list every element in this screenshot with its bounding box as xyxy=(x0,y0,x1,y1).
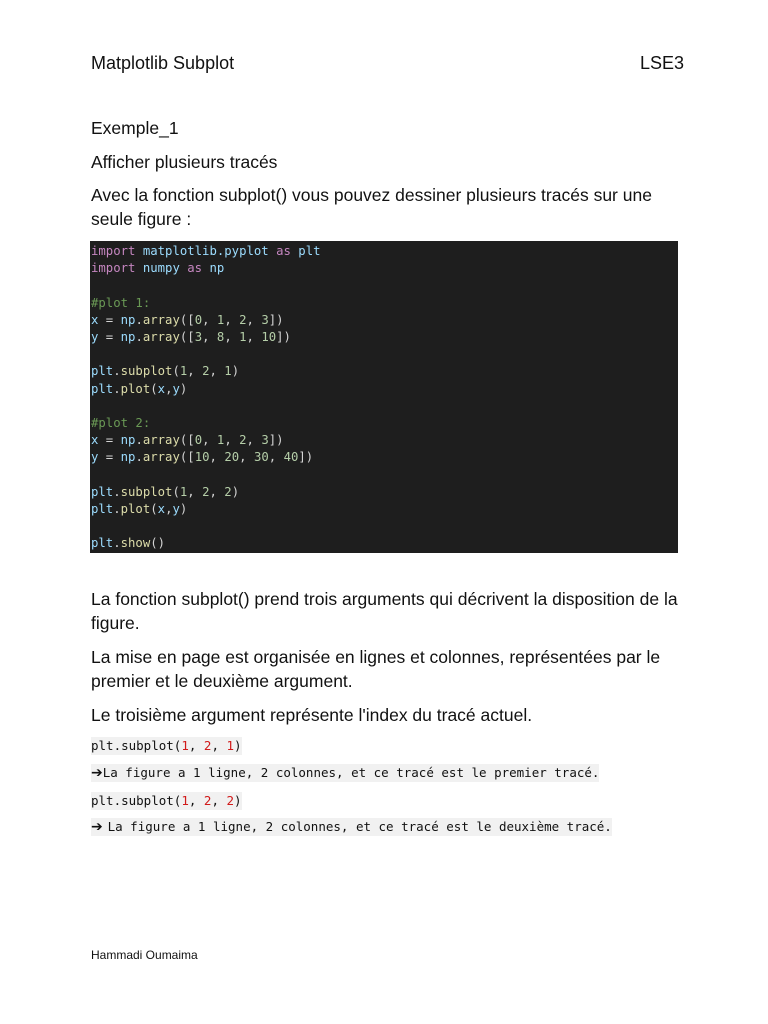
code-token: subplot xyxy=(120,484,173,499)
paragraph-layout: La mise en page est organisée en lignes et colonnes, représentées par le premier et le deuxième argument. xyxy=(91,647,661,691)
code-line xyxy=(91,243,678,260)
code-token: 1 xyxy=(216,433,225,448)
code-token: np xyxy=(202,261,225,276)
code-token: x xyxy=(91,433,99,448)
code-token: 2 xyxy=(202,364,210,379)
code-token: ( xyxy=(150,501,158,516)
code-token: . xyxy=(135,329,143,344)
code-token: np xyxy=(120,450,136,465)
code-token: plt xyxy=(290,244,321,258)
code-token: subplot xyxy=(120,364,173,379)
code-token: array xyxy=(142,312,180,327)
paragraph-index: Le troisième argument représente l'index du tracé actuel. xyxy=(91,705,533,725)
argument-separator: , xyxy=(188,793,204,808)
code-line xyxy=(91,381,678,398)
code-token: import xyxy=(91,261,136,276)
right-arrow-icon: ➔ xyxy=(91,765,103,781)
code-token: ]) xyxy=(268,312,284,327)
code-token: ( xyxy=(172,484,180,499)
code-token: , xyxy=(209,484,225,499)
code-token: 2 xyxy=(224,484,232,499)
code-line xyxy=(91,363,678,380)
code-token: plt xyxy=(91,484,114,499)
code-token: ]) xyxy=(298,450,314,465)
header-class-label: LSE3 xyxy=(640,53,685,73)
paragraph-arguments: La fonction subplot() prend trois arguments qui décrivent la disposition de la figure. xyxy=(91,589,678,633)
right-arrow-icon: ➔ xyxy=(91,819,108,835)
code-token: 3 xyxy=(194,329,203,344)
code-token: . xyxy=(113,364,121,379)
code-token: . xyxy=(113,484,121,499)
call-prefix: plt.subplot( xyxy=(91,793,182,808)
code-line xyxy=(91,277,678,294)
code-token: = xyxy=(98,433,121,448)
explanation-second xyxy=(91,818,612,836)
code-token: y xyxy=(172,501,180,516)
code-token: as xyxy=(276,244,291,258)
code-token: , xyxy=(187,364,203,379)
code-token: 0 xyxy=(194,312,203,327)
code-token: plot xyxy=(120,381,151,396)
code-token: ) xyxy=(231,484,240,499)
code-token: , xyxy=(224,312,240,327)
code-token: x xyxy=(91,312,99,327)
code-token: ( xyxy=(172,364,180,379)
code-token: . xyxy=(135,450,143,465)
section-subheading: Afficher plusieurs tracés xyxy=(91,152,278,172)
code-line xyxy=(91,432,678,449)
code-token: ) xyxy=(179,501,188,516)
argument-separator: , xyxy=(188,738,204,753)
example-heading: Exemple_1 xyxy=(91,118,179,138)
code-line xyxy=(91,398,678,415)
code-token: ) xyxy=(231,364,240,379)
code-token: () xyxy=(150,536,166,551)
code-token: , xyxy=(202,312,217,327)
code-token: , xyxy=(209,450,225,465)
code-token: matplotlib.pyplot xyxy=(135,244,277,258)
argument-index: 2 xyxy=(226,793,235,808)
argument-columns: 2 xyxy=(203,793,212,808)
code-token: 40 xyxy=(283,450,299,465)
code-token: np xyxy=(120,433,136,448)
code-token: x xyxy=(157,381,166,396)
explanation-text: La figure a 1 ligne, 2 colonnes, et ce tracé est le premier tracé. xyxy=(102,765,600,780)
code-token: 1 xyxy=(239,329,247,344)
argument-rows: 1 xyxy=(181,793,189,808)
code-token: plt xyxy=(91,364,114,379)
code-token: y xyxy=(91,450,99,465)
footer-author: Hammadi Oumaima xyxy=(91,948,198,962)
code-token: , xyxy=(246,433,262,448)
explanation-text: La figure a 1 ligne, 2 colonnes, et ce tracé est le deuxième tracé. xyxy=(107,819,612,834)
code-token: 10 xyxy=(261,329,277,344)
code-token: ) xyxy=(179,381,188,396)
code-token: 3 xyxy=(261,312,269,327)
explanation-first xyxy=(91,764,599,782)
code-line xyxy=(91,415,678,432)
code-token: #plot 1: xyxy=(91,295,151,310)
code-token: , xyxy=(209,364,225,379)
code-token: . xyxy=(135,312,143,327)
code-token: , xyxy=(165,381,173,396)
code-token: , xyxy=(224,329,240,344)
code-token: 3 xyxy=(261,433,269,448)
code-line xyxy=(91,329,678,346)
code-line xyxy=(91,346,678,363)
code-token: , xyxy=(202,433,217,448)
code-token: plt xyxy=(91,536,114,551)
subplot-call-first xyxy=(91,737,242,755)
argument-columns: 2 xyxy=(203,738,212,753)
code-token: , xyxy=(187,484,203,499)
code-token: 2 xyxy=(202,484,210,499)
code-token: 1 xyxy=(216,312,225,327)
code-token: ( xyxy=(150,381,158,396)
code-token: array xyxy=(142,329,180,344)
code-line xyxy=(91,484,678,501)
code-token: 2 xyxy=(239,433,247,448)
code-token: ]) xyxy=(268,433,284,448)
code-token: , xyxy=(202,329,217,344)
code-token: np xyxy=(120,312,136,327)
code-token: . xyxy=(113,381,121,396)
code-token: plt xyxy=(91,381,114,396)
code-token: import xyxy=(91,244,136,258)
code-token: 30 xyxy=(253,450,269,465)
code-line xyxy=(91,501,678,518)
code-token: , xyxy=(224,433,240,448)
argument-separator: , xyxy=(211,738,227,753)
code-token: ([ xyxy=(179,450,195,465)
code-token: , xyxy=(246,312,262,327)
code-line xyxy=(91,260,678,277)
subplot-call-second xyxy=(91,792,242,810)
code-token: 1 xyxy=(179,484,188,499)
code-token: ([ xyxy=(179,433,195,448)
code-token: , xyxy=(165,501,173,516)
code-token: x xyxy=(157,501,166,516)
code-line xyxy=(91,449,678,466)
code-token: #plot 2: xyxy=(91,415,151,430)
call-suffix: ) xyxy=(234,793,242,808)
argument-index: 1 xyxy=(226,738,235,753)
code-token: ]) xyxy=(276,329,291,344)
code-token: 1 xyxy=(179,364,188,379)
code-token: np xyxy=(120,329,136,344)
code-token: . xyxy=(135,433,143,448)
code-token: , xyxy=(268,450,284,465)
code-token: 0 xyxy=(194,433,203,448)
code-token: array xyxy=(142,450,180,465)
intro-paragraph: Avec la fonction subplot() vous pouvez dessiner plusieurs tracés sur une seule figure : xyxy=(91,185,652,229)
code-token: = xyxy=(98,312,121,327)
code-token: y xyxy=(91,329,99,344)
code-token: plt xyxy=(91,501,114,516)
code-line xyxy=(91,518,678,535)
code-token: 20 xyxy=(224,450,240,465)
call-suffix: ) xyxy=(234,738,242,753)
code-line xyxy=(91,312,678,329)
code-token: as xyxy=(187,261,203,276)
code-line xyxy=(91,535,678,552)
call-prefix: plt.subplot( xyxy=(91,738,182,753)
code-token: . xyxy=(113,536,121,551)
code-token: = xyxy=(98,450,121,465)
code-token: 8 xyxy=(216,329,225,344)
code-token: numpy xyxy=(135,261,188,276)
code-token: show xyxy=(120,536,151,551)
code-line xyxy=(91,295,678,312)
argument-rows: 1 xyxy=(181,738,189,753)
header-title: Matplotlib Subplot xyxy=(91,53,235,73)
code-token: ([ xyxy=(179,329,195,344)
code-token: plot xyxy=(120,501,151,516)
argument-separator: , xyxy=(211,793,227,808)
code-token: = xyxy=(98,329,121,344)
code-token: 1 xyxy=(224,364,232,379)
code-token: , xyxy=(239,450,254,465)
code-block xyxy=(90,241,678,553)
code-token: , xyxy=(246,329,262,344)
code-line xyxy=(91,466,678,483)
code-token: y xyxy=(172,381,180,396)
code-token: array xyxy=(142,433,180,448)
code-token: . xyxy=(113,501,121,516)
code-token: 2 xyxy=(239,312,247,327)
code-token: ([ xyxy=(179,312,195,327)
code-token: 10 xyxy=(194,450,210,465)
